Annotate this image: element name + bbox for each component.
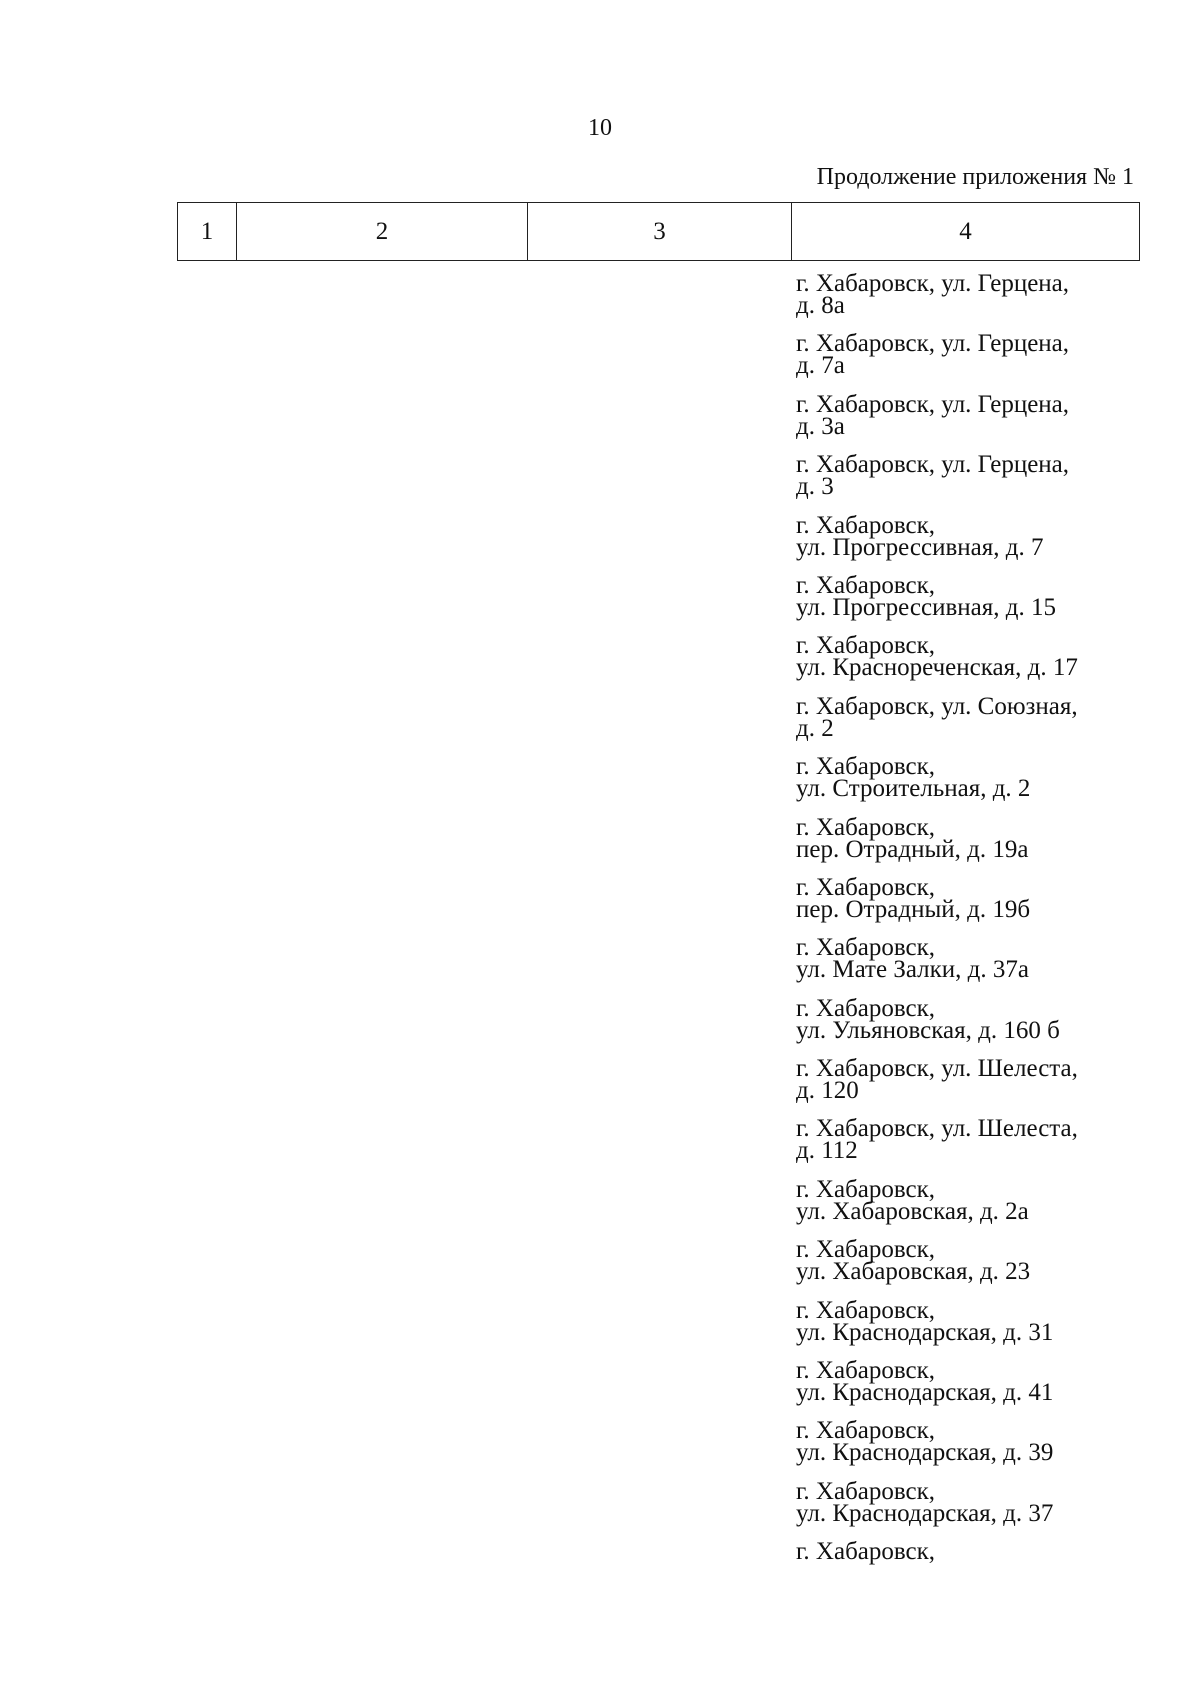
- address-item: г. Хабаровск, пер. Отрадный, д. 19б: [796, 876, 1031, 923]
- address-item: г. Хабаровск, ул. Краснодарская, д. 41: [796, 1360, 1054, 1407]
- address-item: г. Хабаровск, ул. Хабаровская, д. 2а: [796, 1178, 1029, 1225]
- address-item: г. Хабаровск, ул. Герцена, д. 8а: [796, 273, 1070, 319]
- address-list: [796, 273, 1136, 1602]
- address-item: г. Хабаровск, ул. Прогрессивная, д. 7: [796, 514, 1044, 561]
- address-item: г. Хабаровск, ул. Краснодарская, д. 39: [796, 1420, 1054, 1467]
- address-item: г. Хабаровск, ул. Герцена, д. 3а: [796, 393, 1070, 440]
- address-item: г. Хабаровск, ул. Герцена, д. 3: [796, 454, 1070, 501]
- address-item: г. Хабаровск, ул. Шелеста, д. 112: [796, 1118, 1078, 1165]
- address-item: г. Хабаровск, ул. Прогрессивная, д. 15: [796, 574, 1056, 621]
- address-item: г. Хабаровск,: [796, 1541, 936, 1566]
- address-item: г. Хабаровск, ул. Ульяновская, д. 160 б: [796, 997, 1060, 1044]
- address-item: г. Хабаровск, ул. Строительная, д. 2: [796, 756, 1031, 803]
- column-header-row: [178, 203, 1140, 261]
- address-item: г. Хабаровск, ул. Союзная, д. 2: [796, 695, 1078, 742]
- address-item: г. Хабаровск, ул. Краснодарская, д. 37: [796, 1480, 1054, 1527]
- column-header-1: 1: [178, 203, 237, 261]
- address-item: г. Хабаровск, ул. Мате Залки, д. 37а: [796, 937, 1029, 984]
- address-item: г. Хабаровск, ул. Герцена, д. 7а: [796, 333, 1070, 380]
- address-item: г. Хабаровск, ул. Шелеста, д. 120: [796, 1058, 1078, 1105]
- column-header-4: 4: [792, 203, 1140, 261]
- address-item: г. Хабаровск, пер. Отрадный, д. 19а: [796, 816, 1029, 863]
- page-number: 10: [588, 115, 612, 141]
- address-item: г. Хабаровск, ул. Краснодарская, д. 31: [796, 1299, 1054, 1346]
- column-header-3: 3: [528, 203, 792, 261]
- continuation-label: Продолжение приложения № 1: [816, 164, 1134, 190]
- column-header-table: [177, 202, 1140, 261]
- address-item: г. Хабаровск, ул. Краснореченская, д. 17: [796, 635, 1078, 682]
- address-item: г. Хабаровск, ул. Хабаровская, д. 23: [796, 1239, 1031, 1286]
- column-header-2: 2: [237, 203, 528, 261]
